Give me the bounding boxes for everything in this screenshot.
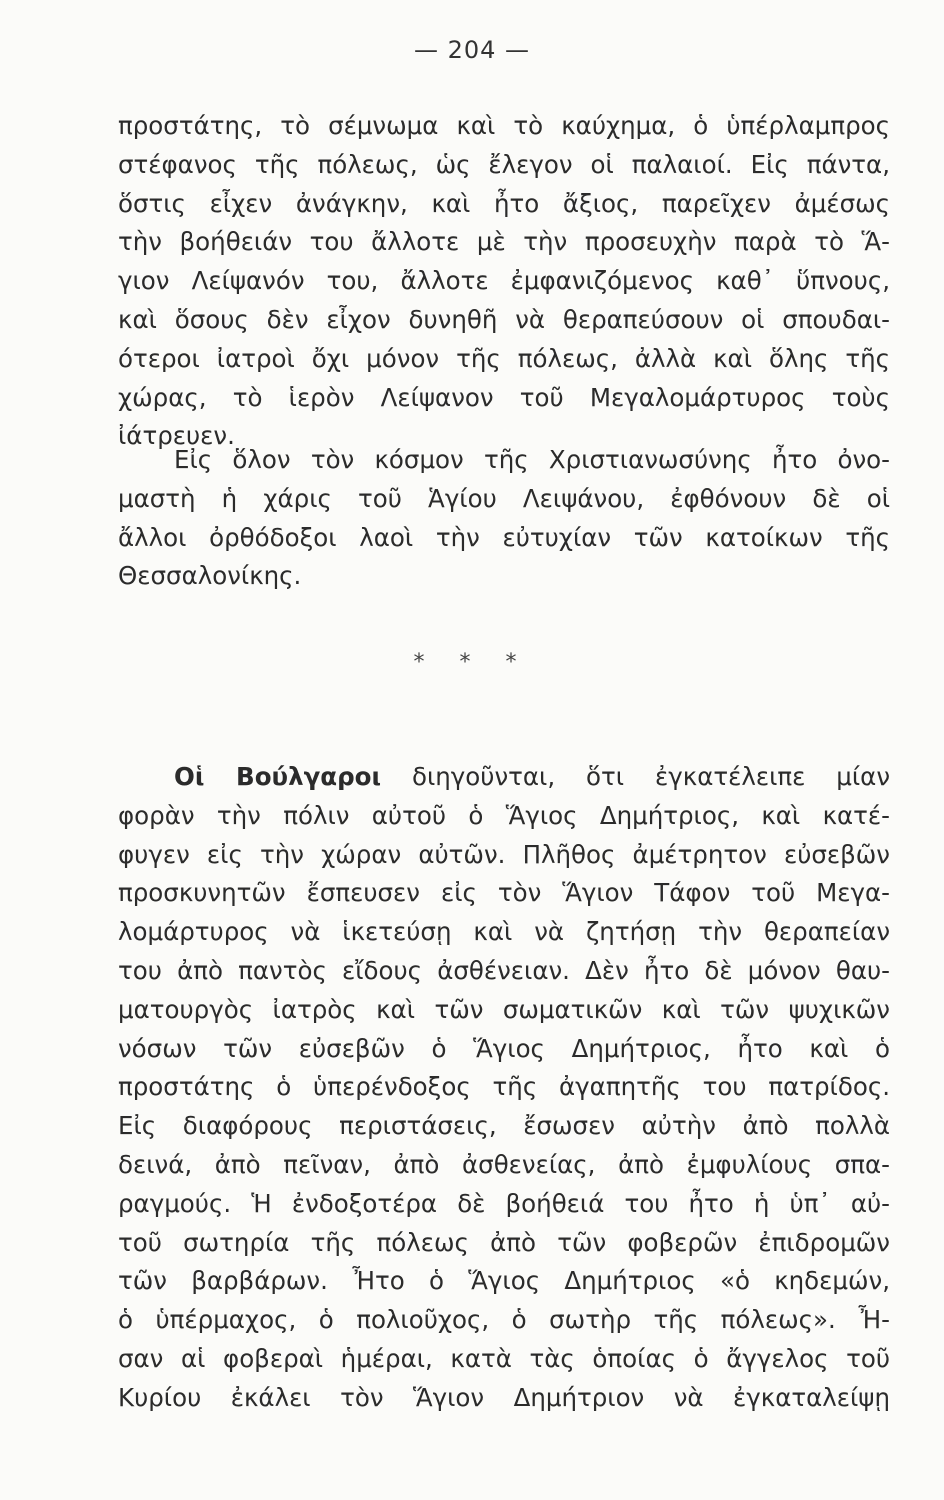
paragraph-1	[118, 107, 890, 456]
text-line: ότεροι ἰατροὶ ὄχι μόνον τῆς πόλεως, ἀλλὰ καὶ ὅλης τῆς	[118, 343, 890, 373]
text-line: ὅστις εἶχεν ἀνάγκην, καὶ ἦτο ἄξιος, παρεῖχεν ἀμέσως	[118, 188, 890, 218]
text-line: λομάρτυρος νὰ ἱκετεύσῃ καὶ νὰ ζητήσῃ τὴν θεραπείαν	[118, 917, 890, 947]
text-line: ραγμούς. Ἡ ἐνδοξοτέρα δὲ βοήθειά του ἦτο ἡ ὑπ᾽ αὐ-	[118, 1188, 890, 1218]
text-line: Θεσσαλονίκης.	[118, 561, 302, 591]
text-line: μαστὴ ἡ χάρις τοῦ Ἁγίου Λειψάνου, ἐφθόνουν δὲ οἱ	[118, 483, 890, 513]
section-separator: * * *	[413, 650, 531, 675]
paragraph-3	[118, 758, 890, 1418]
text-line: τὴν βοήθειάν του ἄλλοτε μὲ τὴν προσευχὴν παρὰ τὸ Ἅ-	[118, 227, 890, 257]
text-line: Εἰς διαφόρους περιστάσεις, ἔσωσεν αὐτὴν ἀπὸ πολλὰ	[118, 1111, 890, 1141]
text-line-rest: διηγοῦνται, ὅτι ἐγκατέλειπε μίαν	[411, 762, 890, 791]
text-line: στέφανος τῆς πόλεως, ὡς ἔλεγον οἱ παλαιοί. Εἰς πάντα,	[118, 149, 890, 179]
text-line: νόσων τῶν εὐσεβῶν ὁ Ἅγιος Δημήτριος, ἦτο καὶ ὁ	[118, 1033, 890, 1063]
text-line: φυγεν εἰς τὴν χώραν αὐτῶν. Πλῆθος ἀμέτρητον εὐσεβῶν	[118, 839, 890, 869]
page-number: — 204 —	[413, 36, 531, 64]
text-line: καὶ ὅσους δὲν εἶχον δυνηθῆ νὰ θεραπεύσουν οἱ σπουδαι-	[118, 304, 890, 334]
text-line: προστάτης ὁ ὑπερένδοξος τῆς ἀγαπητῆς του πατρίδος.	[118, 1072, 890, 1102]
text-line: γιον Λείψανόν του, ἄλλοτε ἐμφανιζόμενος καθ᾽ ὕπνους,	[118, 266, 890, 296]
text-line: φορὰν τὴν πόλιν αὐτοῦ ὁ Ἅγιος Δημήτριος, καὶ κατέ-	[118, 800, 890, 830]
text-line: Κυρίου ἐκάλει τὸν Ἅγιον Δημήτριον νὰ ἐγκαταλείψῃ	[118, 1382, 890, 1412]
text-line: σαν αἱ φοβεραὶ ἡμέραι, κατὰ τὰς ὁποίας ὁ ἄγγελος τοῦ	[118, 1343, 890, 1373]
text-line: τοῦ σωτηρία τῆς πόλεως ἀπὸ τῶν φοβερῶν ἐπιδρομῶν	[118, 1227, 890, 1257]
lead-words: Οἱ Βούλγαροι	[174, 762, 382, 791]
text-line: ματουργὸς ἰατρὸς καὶ τῶν σωματικῶν καὶ τῶν ψυχικῶν	[118, 994, 890, 1024]
text-line: Εἰς ὅλον τὸν κόσμον τῆς Χριστιανωσύνης ἦτο ὀνο-	[174, 445, 890, 474]
text-line: προστάτης, τὸ σέμνωμα καὶ τὸ καύχημα, ὁ ὑπέρλαμπρος	[118, 111, 890, 140]
text-line: ὁ ὑπέρμαχος, ὁ πολιοῦχος, ὁ σωτὴρ τῆς πόλεως». Ἦ-	[118, 1305, 890, 1335]
text-line: τῶν βαρβάρων. Ἦτο ὁ Ἅγιος Δημήτριος «ὁ κηδεμών,	[118, 1266, 890, 1296]
text-line: ἄλλοι ὀρθόδοξοι λαοὶ τὴν εὐτυχίαν τῶν κατοίκων τῆς	[118, 522, 890, 552]
text-line: ἰάτρευεν.	[118, 421, 235, 451]
text-line: προσκυνητῶν ἔσπευσεν εἰς τὸν Ἅγιον Τάφον τοῦ Μεγα-	[118, 878, 890, 908]
paragraph-2	[118, 441, 890, 596]
text-line: χώρας, τὸ ἱερὸν Λείψανον τοῦ Μεγαλομάρτυρος τοὺς	[118, 382, 890, 412]
text-line	[118, 758, 890, 797]
text-line: δεινά, ἀπὸ πεῖναν, ἀπὸ ἀσθενείας, ἀπὸ ἐμφυλίους σπα-	[118, 1149, 890, 1179]
text-line: του ἀπὸ παντὸς εἴδους ἀσθένειαν. Δὲν ἦτο δὲ μόνον θαυ-	[118, 955, 890, 985]
